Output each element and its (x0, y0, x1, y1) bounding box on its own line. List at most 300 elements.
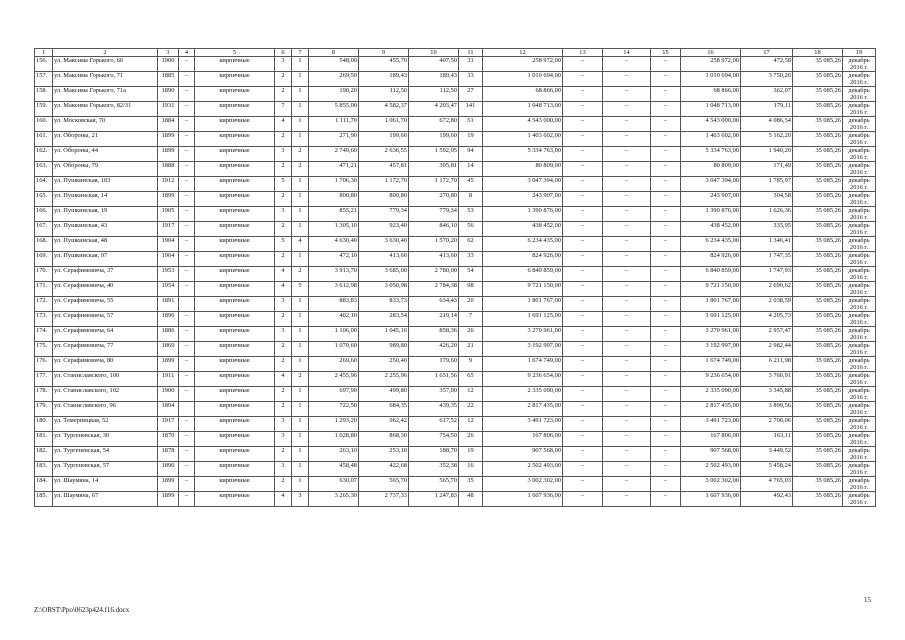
table-row (35, 297, 876, 312)
table-cell: 80 809,00 (681, 162, 741, 177)
table-cell: 833,73 (359, 297, 409, 312)
table-cell: 62 (459, 237, 483, 252)
table-cell: 156. (35, 57, 53, 72)
column-number-cell: 18 (793, 49, 843, 57)
table-cell: 5 162,20 (741, 132, 793, 147)
table-cell: 1953 (158, 267, 179, 282)
table-cell: – (563, 132, 603, 147)
table-cell: 175. (35, 342, 53, 357)
table-cell: 1885 (158, 72, 179, 87)
table-cell: 253,10 (359, 447, 409, 462)
table-cell: – (651, 417, 681, 432)
table-cell: 2 502 493,00 (483, 462, 563, 477)
table-cell: – (179, 117, 195, 132)
table-cell: 1 691 125,00 (483, 312, 563, 327)
table-cell: – (651, 267, 681, 282)
table-cell: 167 806,00 (681, 432, 741, 447)
table-cell: кирпичные (195, 477, 275, 492)
table-cell: 962,42 (359, 417, 409, 432)
table-cell: 258 972,00 (681, 57, 741, 72)
table-cell: декабрь 2016 г. (843, 432, 876, 447)
table-cell: 1 (292, 387, 309, 402)
table-cell: ул. Пушкинская, 103 (53, 177, 158, 192)
table-cell: кирпичные (195, 57, 275, 72)
table-cell: декабрь 2016 г. (843, 147, 876, 162)
table-cell: 4 (292, 237, 309, 252)
table-cell: 1 (292, 72, 309, 87)
table-cell: – (179, 387, 195, 402)
table-cell: – (563, 297, 603, 312)
table-cell: 352,38 (409, 462, 459, 477)
table-cell: 35 085,26 (793, 462, 843, 477)
table-cell: 199,60 (359, 132, 409, 147)
table-cell: – (651, 372, 681, 387)
table-cell: 1904 (158, 237, 179, 252)
column-number-cell: 13 (563, 49, 603, 57)
table-cell: 112,50 (359, 87, 409, 102)
table-row (35, 132, 876, 147)
table-cell: декабрь 2016 г. (843, 162, 876, 177)
table-cell: 3 192 997,00 (483, 342, 563, 357)
register-table (34, 48, 876, 507)
table-cell: – (651, 477, 681, 492)
table-cell: 53 (459, 207, 483, 222)
table-cell: 1 (292, 432, 309, 447)
table-cell: 1911 (158, 372, 179, 387)
table-cell: 1 028,80 (309, 432, 359, 447)
table-cell: 407,50 (409, 57, 459, 72)
table-cell: 422,68 (359, 462, 409, 477)
table-cell: 413,60 (409, 252, 459, 267)
table-cell: – (179, 447, 195, 462)
table-cell: ул. Шаумяна, 67 (53, 492, 158, 507)
table-cell: кирпичные (195, 492, 275, 507)
table-cell: 9 236 654,00 (483, 372, 563, 387)
table-cell: ул. Пушкинская, 48 (53, 237, 158, 252)
table-cell: 26 (459, 327, 483, 342)
table-cell: 1870 (158, 432, 179, 447)
table-cell: 258 972,00 (483, 57, 563, 72)
table-cell: 3 047 394,00 (681, 177, 741, 192)
table-cell: 357,00 (409, 387, 459, 402)
table-row (35, 387, 876, 402)
table-cell: – (179, 252, 195, 267)
table-cell: ул. Пушкинская, 14 (53, 192, 158, 207)
table-cell: 3 002 302,00 (681, 477, 741, 492)
table-cell: 166. (35, 207, 53, 222)
table-cell: кирпичные (195, 207, 275, 222)
table-cell: – (651, 117, 681, 132)
table-cell: 167. (35, 222, 53, 237)
table-cell: ул. Максима Горького, 71 (53, 72, 158, 87)
table-cell: 65 (459, 372, 483, 387)
table-cell: 3 002 302,00 (483, 477, 563, 492)
table-cell: кирпичные (195, 462, 275, 477)
table-row (35, 432, 876, 447)
table-cell: 1 111,70 (309, 117, 359, 132)
table-cell: 439,35 (409, 402, 459, 417)
table-cell: – (603, 87, 651, 102)
table-cell: – (179, 177, 195, 192)
table-cell: – (563, 102, 603, 117)
table-cell: 51 (459, 117, 483, 132)
table-cell: 163,11 (741, 432, 793, 447)
table-cell: – (651, 402, 681, 417)
table-cell: 1 (292, 57, 309, 72)
table-row (35, 492, 876, 507)
table-row (35, 342, 876, 357)
table-cell: 672,80 (409, 117, 459, 132)
table-cell: 174. (35, 327, 53, 342)
table-row (35, 147, 876, 162)
table-cell: 3 (275, 57, 292, 72)
table-cell: 1890 (158, 462, 179, 477)
table-row (35, 327, 876, 342)
table-cell: – (563, 432, 603, 447)
table-cell: 8 (459, 192, 483, 207)
column-number-row (35, 49, 876, 57)
table-cell: 1899 (158, 192, 179, 207)
table-cell: 2 (275, 72, 292, 87)
table-cell: 35 085,26 (793, 282, 843, 297)
table-cell: 164. (35, 177, 53, 192)
table-cell: 1899 (158, 132, 179, 147)
table-cell: – (179, 312, 195, 327)
table-cell: 2 (275, 312, 292, 327)
table-cell: декабрь 2016 г. (843, 477, 876, 492)
table-cell: – (179, 222, 195, 237)
table-cell: – (563, 192, 603, 207)
table-cell: 335,95 (741, 222, 793, 237)
table-cell: – (179, 462, 195, 477)
table-cell: ул. Обороны, 21 (53, 132, 158, 147)
table-cell: 1 247,83 (409, 492, 459, 507)
table-cell: 1 045,16 (359, 327, 409, 342)
table-cell: ул. Серафимовича, 77 (53, 342, 158, 357)
table-cell: – (603, 447, 651, 462)
column-number-cell: 9 (359, 49, 409, 57)
table-cell: 1899 (158, 492, 179, 507)
table-cell: – (603, 297, 651, 312)
table-cell: 5 (292, 282, 309, 297)
table-cell: 455,70 (359, 57, 409, 72)
table-cell: 492,43 (741, 492, 793, 507)
table-cell: 1 785,97 (741, 177, 793, 192)
table-cell: ул. Серафимовича, 80 (53, 357, 158, 372)
table-cell: 1 (292, 102, 309, 117)
table-cell: 182. (35, 447, 53, 462)
table-cell: 180. (35, 417, 53, 432)
table-cell: – (603, 282, 651, 297)
table-cell: кирпичные (195, 222, 275, 237)
table-cell: 2 (275, 252, 292, 267)
table-cell: – (563, 87, 603, 102)
table-cell: 907 568,00 (681, 447, 741, 462)
table-cell: 35 085,26 (793, 417, 843, 432)
table-cell: 855,21 (309, 207, 359, 222)
table-cell: ул. Станиславского, 96 (53, 402, 158, 417)
table-cell: 1 (292, 402, 309, 417)
table-cell: 1 (292, 222, 309, 237)
table-cell: – (563, 447, 603, 462)
table-cell: 1 172,70 (359, 177, 409, 192)
table-cell: 1 570,20 (409, 237, 459, 252)
table-cell: – (603, 222, 651, 237)
table-cell: 1 747,93 (741, 267, 793, 282)
table-cell (179, 402, 195, 417)
table-cell: – (179, 492, 195, 507)
table-cell: 2 (275, 222, 292, 237)
table-cell: 2 (275, 402, 292, 417)
table-cell: декабрь 2016 г. (843, 72, 876, 87)
table-cell: ул. Обороны, 44 (53, 147, 158, 162)
table-cell: 161. (35, 132, 53, 147)
table-cell: 565,70 (409, 477, 459, 492)
table-cell: – (563, 387, 603, 402)
table-cell: – (563, 462, 603, 477)
table-cell: 181. (35, 432, 53, 447)
table-cell: 4 (275, 117, 292, 132)
column-number-cell: 4 (179, 49, 195, 57)
table-cell: 3 491 723,00 (483, 417, 563, 432)
table-cell: 3 (275, 327, 292, 342)
table-cell: 6 840 859,00 (483, 267, 563, 282)
table-cell: – (651, 192, 681, 207)
table-cell: 35 085,26 (793, 327, 843, 342)
table-cell: 2 (275, 387, 292, 402)
table-cell: кирпичные (195, 447, 275, 462)
table-cell: – (563, 162, 603, 177)
table-cell: 5 (275, 177, 292, 192)
table-cell: 1 607 936,00 (681, 492, 741, 507)
table-cell: 1 346,41 (741, 237, 793, 252)
table-cell: – (651, 462, 681, 477)
table-cell: 159. (35, 102, 53, 117)
table-cell: 5 334 763,00 (483, 147, 563, 162)
table-cell: 4 203,47 (409, 102, 459, 117)
table-cell: 1900 (158, 387, 179, 402)
table-cell: 68 866,00 (483, 87, 563, 102)
table-cell: 634,43 (409, 297, 459, 312)
table-cell: 35 085,26 (793, 162, 843, 177)
table-cell: 3 (275, 417, 292, 432)
table-cell: 188,70 (409, 447, 459, 462)
table-cell: 1 747,35 (741, 252, 793, 267)
table-cell: – (563, 72, 603, 87)
table-cell: 697,90 (309, 387, 359, 402)
table-cell: – (603, 477, 651, 492)
table-cell: 14 (459, 162, 483, 177)
table-cell: 7 (275, 102, 292, 117)
table-cell: декабрь 2016 г. (843, 387, 876, 402)
table-cell: 168. (35, 237, 53, 252)
table-cell: 56 (459, 222, 483, 237)
table-cell: 4 (275, 267, 292, 282)
table-cell: – (603, 252, 651, 267)
table-cell: 6 211,98 (741, 357, 793, 372)
table-row (35, 192, 876, 207)
table-cell: 263,10 (309, 447, 359, 462)
table-cell: 3 449,52 (741, 447, 793, 462)
table-cell: 1 (292, 297, 309, 312)
table-cell: 1 305,10 (309, 222, 359, 237)
table-cell: – (651, 177, 681, 192)
table-cell: 4 543 000,00 (681, 117, 741, 132)
table-cell: – (179, 147, 195, 162)
table-row (35, 102, 876, 117)
table-cell: декабрь 2016 г. (843, 357, 876, 372)
table-cell: декабрь 2016 г. (843, 297, 876, 312)
table-cell: – (563, 177, 603, 192)
table-cell: 1 651,56 (409, 372, 459, 387)
table-cell: – (603, 312, 651, 327)
table-cell: 177. (35, 372, 53, 387)
table-cell: 426,20 (409, 342, 459, 357)
table-cell: 271,90 (309, 132, 359, 147)
table-cell: – (179, 417, 195, 432)
table-cell: 189,43 (409, 72, 459, 87)
table-cell: декабрь 2016 г. (843, 87, 876, 102)
table-cell: 2 (292, 147, 309, 162)
table-cell: 1 (292, 462, 309, 477)
table-cell: – (563, 207, 603, 222)
table-cell: 35 085,26 (793, 357, 843, 372)
table-cell: 2 (275, 357, 292, 372)
table-cell: 1888 (158, 162, 179, 177)
table-body (35, 57, 876, 507)
table-cell: 35 085,26 (793, 342, 843, 357)
table-cell: 162. (35, 147, 53, 162)
table-cell: – (603, 147, 651, 162)
column-number-cell: 12 (483, 49, 563, 57)
table-cell: ул. Пушкинская, 19 (53, 207, 158, 222)
table-cell: – (563, 357, 603, 372)
table-cell: 26 (459, 432, 483, 447)
table-cell: ул. Станиславского, 102 (53, 387, 158, 402)
table-cell: ул. Тургеневская, 30 (53, 432, 158, 447)
table-cell: кирпичные (195, 267, 275, 282)
table-cell: 1 691 125,00 (681, 312, 741, 327)
table-cell: 35 085,26 (793, 387, 843, 402)
table-cell: 684,35 (359, 402, 409, 417)
table-cell: 3 050,98 (359, 282, 409, 297)
table-cell: 2 749,60 (309, 147, 359, 162)
table-cell: 4 630,40 (309, 237, 359, 252)
table-cell: кирпичные (195, 282, 275, 297)
table-cell: – (651, 102, 681, 117)
table-row (35, 162, 876, 177)
table-cell: 179,11 (741, 102, 793, 117)
table-cell: 269,60 (309, 357, 359, 372)
table-cell: декабрь 2016 г. (843, 327, 876, 342)
column-number-cell: 16 (681, 49, 741, 57)
table-row (35, 372, 876, 387)
table-cell: 170. (35, 267, 53, 282)
table-cell: – (651, 87, 681, 102)
table-cell: 907 568,00 (483, 447, 563, 462)
table-cell: 2 455,96 (309, 372, 359, 387)
table-cell: 4 765,03 (741, 477, 793, 492)
table-cell: 779,34 (359, 207, 409, 222)
table-cell: – (179, 432, 195, 447)
table-cell: – (563, 372, 603, 387)
table-cell: 1905 (158, 207, 179, 222)
table-cell: – (651, 207, 681, 222)
table-cell: 362,07 (741, 87, 793, 102)
table-cell: кирпичные (195, 147, 275, 162)
table-cell: 35 085,26 (793, 102, 843, 117)
table-cell: 35 085,26 (793, 372, 843, 387)
table-cell: 2 817 435,00 (483, 402, 563, 417)
table-cell: 54 (459, 267, 483, 282)
table-cell: 1 293,20 (309, 417, 359, 432)
table-cell: 2 (275, 447, 292, 462)
table-cell: ул. Станиславского, 100 (53, 372, 158, 387)
table-cell: 1896 (158, 312, 179, 327)
table-cell: – (563, 267, 603, 282)
table-cell: ул. Пушкинская, 43 (53, 222, 158, 237)
table-cell: 35 085,26 (793, 237, 843, 252)
table-cell: 1878 (158, 447, 179, 462)
table-cell: 2 784,38 (409, 282, 459, 297)
table-cell: – (651, 162, 681, 177)
table-cell: 165. (35, 192, 53, 207)
table-cell: кирпичные (195, 237, 275, 252)
table-cell: кирпичные (195, 297, 275, 312)
table-row (35, 252, 876, 267)
column-number-cell: 10 (409, 49, 459, 57)
table-cell: – (603, 192, 651, 207)
table-cell: 190,20 (309, 87, 359, 102)
table-row (35, 357, 876, 372)
table-cell: 1 061,70 (359, 117, 409, 132)
table-cell: 35 085,26 (793, 117, 843, 132)
table-cell: 35 085,26 (793, 252, 843, 267)
table-cell: 12 (459, 417, 483, 432)
table-cell: 1 390 876,00 (681, 207, 741, 222)
column-number-cell: 7 (292, 49, 309, 57)
table-cell: 9 721 150,00 (483, 282, 563, 297)
table-cell: 2 957,47 (741, 327, 793, 342)
table-cell: декабрь 2016 г. (843, 462, 876, 477)
table-cell: 33 (459, 72, 483, 87)
table-cell: 1 (292, 417, 309, 432)
table-cell: 548,00 (309, 57, 359, 72)
table-cell: 3 (275, 207, 292, 222)
table-cell: 283,54 (359, 312, 409, 327)
table-cell: – (651, 147, 681, 162)
table-cell: 883,83 (309, 297, 359, 312)
table-cell: кирпичные (195, 162, 275, 177)
table-cell: 35 085,26 (793, 147, 843, 162)
table-cell: 1 626,36 (741, 207, 793, 222)
table-cell: – (603, 72, 651, 87)
table-cell: 1917 (158, 222, 179, 237)
table-cell: – (651, 312, 681, 327)
table-cell: 7 (459, 312, 483, 327)
table-cell: 35 085,26 (793, 267, 843, 282)
table-cell: 35 085,26 (793, 492, 843, 507)
page-number: 15 (864, 596, 871, 604)
table-cell: – (179, 372, 195, 387)
table-cell: 1 801 767,00 (483, 297, 563, 312)
table-cell: 141 (459, 102, 483, 117)
table-cell: 2 335 090,00 (483, 387, 563, 402)
table-cell: 630,07 (309, 477, 359, 492)
table-cell: 3 192 997,00 (681, 342, 741, 357)
table-cell: 2 (275, 477, 292, 492)
table-cell: ул. Московская, 70 (53, 117, 158, 132)
